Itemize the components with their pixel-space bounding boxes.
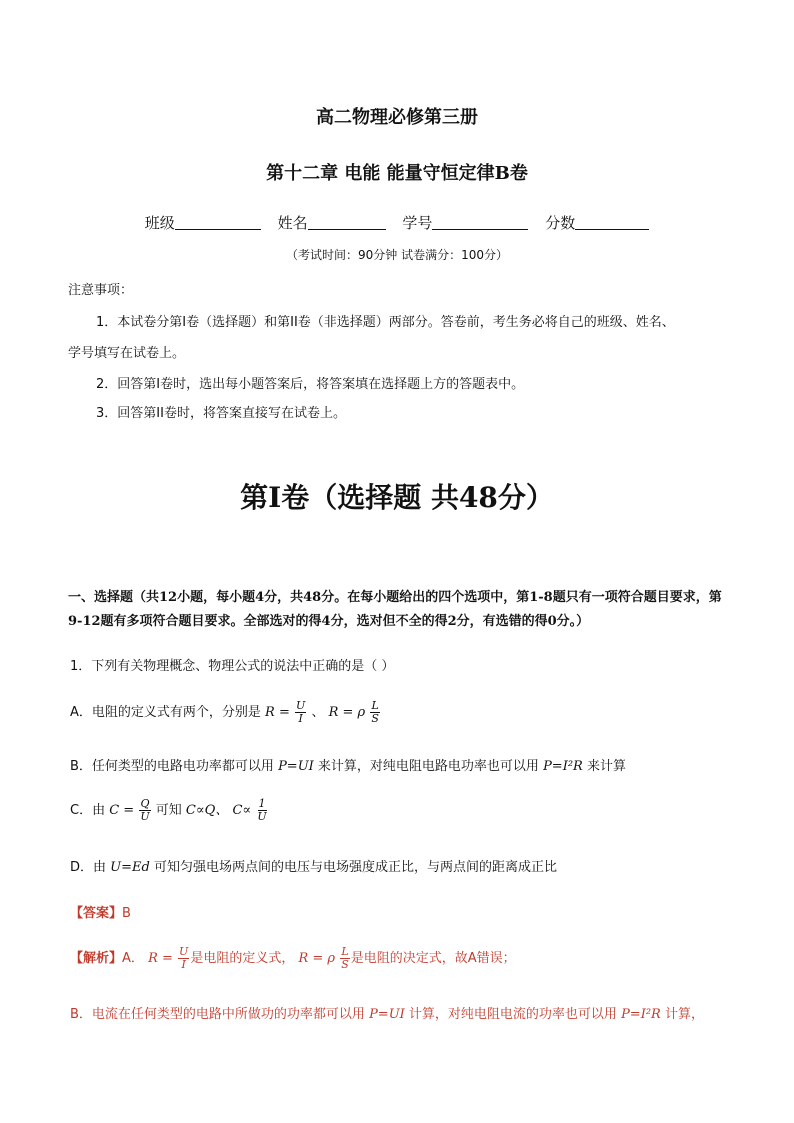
analysis-label: 【解析】 bbox=[70, 951, 123, 966]
question-1-stem: 1．下列有关物理概念、物理公式的说法中正确的是（ ） bbox=[70, 659, 395, 674]
notice-item-2: 2．回答第I卷时，选出每小题答案后，将答案填在选择题上方的答题表中。 bbox=[96, 377, 525, 392]
fraction-l-over-s: $\frac{L}{S}$ bbox=[371, 699, 379, 725]
formula-lhs: R = ρ bbox=[328, 705, 366, 720]
exam-info: （考试时间：90分钟 试卷满分：100分） bbox=[286, 248, 508, 262]
formula-u-ed: U=Ed bbox=[110, 860, 150, 875]
score-label: 分数 bbox=[545, 214, 576, 232]
question-instructions: 一、选择题（共12小题，每小题4分，共48分。在每小题给出的四个选项中，第1-8题只有一项符合题目要求，第9-12题有多项符合题目要求。全部选对的得4分，选对但不全的得2分，有选错的得0分。） bbox=[68, 590, 722, 629]
option-a-text: A．电阻的定义式有两个，分别是 bbox=[70, 705, 261, 720]
formula-p-i2r: P=I²R bbox=[621, 1007, 661, 1022]
document-title: 高二物理必修第三册 bbox=[316, 107, 478, 128]
formula-p-ui: P=UI bbox=[369, 1007, 405, 1022]
name-field[interactable] bbox=[308, 215, 386, 230]
answer bbox=[70, 902, 131, 921]
question-1-option-c: C．由 C = $\frac{Q}{U}$ 可知 C∝Q、 C∝ $\frac{1}{U}$ bbox=[70, 797, 267, 823]
formula-p-i2r: P=I²R bbox=[543, 759, 583, 774]
student-id-label: 学号 bbox=[402, 214, 433, 232]
question-1-option-d: D．由 U=Ed 可知匀强电场两点间的电压与电场强度成正比，与两点间的距离成正比 bbox=[70, 860, 557, 875]
fraction-u-over-i: $\frac{U}{I}$ bbox=[296, 699, 306, 725]
notice-item-3: 3．回答第II卷时，将答案直接写在试卷上。 bbox=[96, 406, 346, 421]
fraction-l-over-s: $\frac{L}{S}$ bbox=[341, 945, 349, 971]
formula-p-ui: P=UI bbox=[278, 759, 314, 774]
analysis-a: 【解析】A． R = $\frac{U}{I}$ 是电阻的定义式， R = ρ $\frac{L}{S}$ 是电阻的决定式，故A错误； bbox=[70, 945, 516, 971]
notice-item-1-cont: 学号填写在试卷上。 bbox=[68, 346, 186, 361]
question-1-option-b: B．任何类型的电路电功率都可以用 P=UI 来计算，对纯电阻电路电功率也可以用 P=I²R 来计算 bbox=[70, 759, 626, 774]
class-field[interactable] bbox=[175, 215, 261, 230]
formula-lhs: R = bbox=[265, 705, 290, 720]
fraction-u-over-i: $\frac{U}{I}$ bbox=[179, 945, 189, 971]
class-label: 班级 bbox=[144, 214, 175, 232]
notice-item-1: 1．本试卷分第I卷（选择题）和第II卷（非选择题）两部分。答卷前，考生务必将自己的班级、姓名、 bbox=[96, 315, 675, 330]
fraction-q-over-u: $\frac{Q}{U}$ bbox=[140, 797, 150, 823]
section-title: 第I卷（选择题 共48分） bbox=[240, 481, 554, 514]
chapter-title: 第十二章 电能 能量守恒定律B卷 bbox=[266, 163, 528, 184]
student-info-fields bbox=[0, 212, 794, 233]
analysis-b: B．电流在任何类型的电路中所做功的功率都可以用 P=UI 计算，对纯电阻电流的功率也可以用 P=I²R 计算， bbox=[70, 1007, 704, 1022]
answer-value: B bbox=[122, 906, 131, 921]
answer-label: 【答案】 bbox=[70, 906, 123, 921]
fraction-1-over-u: $\frac{1}{U}$ bbox=[257, 797, 267, 823]
notice-heading: 注意事项： bbox=[68, 283, 134, 298]
score-field[interactable] bbox=[575, 215, 649, 230]
student-id-field[interactable] bbox=[432, 215, 528, 230]
question-1-option-a: A．电阻的定义式有两个，分别是 R = $\frac{U}{I}$ 、 R = ρ $\frac{L}{S}$ bbox=[70, 699, 379, 725]
name-label: 姓名 bbox=[277, 214, 308, 232]
